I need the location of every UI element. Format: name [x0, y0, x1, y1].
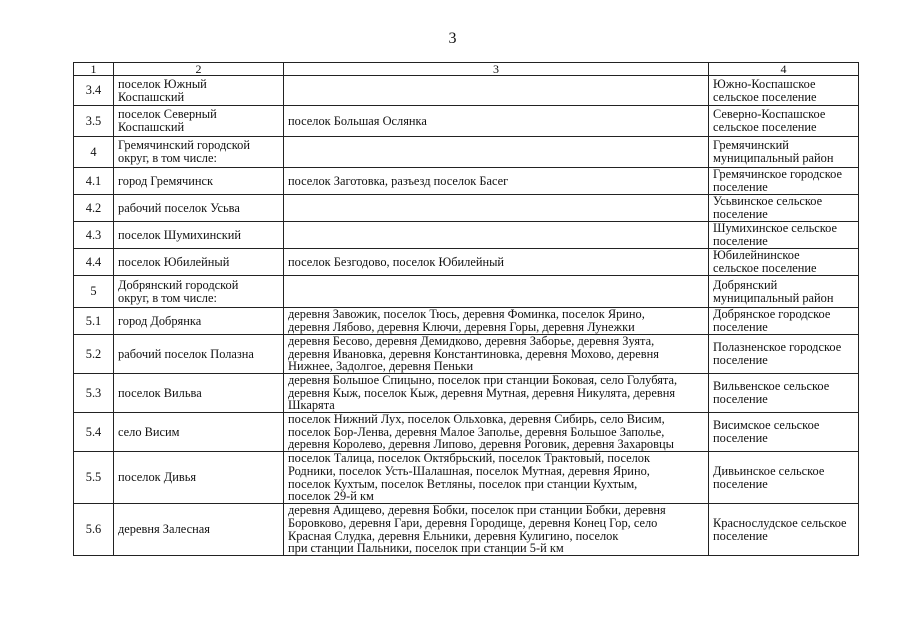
row-number: 5.4: [74, 413, 114, 452]
row-number: 4.4: [74, 249, 114, 276]
table-row: [74, 374, 859, 413]
row-number: 5.6: [74, 504, 114, 556]
row-number: 4.3: [74, 222, 114, 249]
row-settlements: деревня Адищево, деревня Бобки, поселок при станции Бобки, деревня Боровково, деревня Гари, деревня Городище, деревня Конец Гор, село Красная Слудка, деревня Ельники, деревня Кулигино, поселок при станции Пальники, поселок при станции 5-й км: [284, 504, 709, 556]
table-row: [74, 249, 859, 276]
row-number: 5.3: [74, 374, 114, 413]
row-name: поселок Юбилейный: [114, 249, 284, 276]
row-settlements: деревня Завожик, поселок Тюсь, деревня Фоминка, поселок Ярино, деревня Лябово, деревня Ключи, деревня Горы, деревня Лунежки: [284, 308, 709, 335]
row-municipality: Вильвенское сельское поселение: [709, 374, 859, 413]
settlements-table: [73, 62, 859, 556]
row-name: деревня Залесная: [114, 504, 284, 556]
column-header-4: 4: [709, 63, 859, 76]
row-municipality: Усьвинское сельское поселение: [709, 195, 859, 222]
row-settlements: [284, 222, 709, 249]
row-municipality: Гремячинское городское поселение: [709, 168, 859, 195]
table-body: [74, 63, 859, 556]
row-settlements: поселок Большая Ослянка: [284, 106, 709, 137]
row-number: 3.4: [74, 76, 114, 106]
row-municipality: Юбилейнинское сельское поселение: [709, 249, 859, 276]
row-number: 5: [74, 276, 114, 308]
row-number: 5.1: [74, 308, 114, 335]
row-settlements: поселок Нижний Лух, поселок Ольховка, деревня Сибирь, село Висим, поселок Бор-Ленва, деревня Малое Заполье, деревня Большое Заполье, деревня Королево, деревня Липово, деревня Роговик, деревня Захаровцы: [284, 413, 709, 452]
table-row: [74, 222, 859, 249]
table-row: [74, 195, 859, 222]
row-name: село Висим: [114, 413, 284, 452]
page-number: 3: [448, 30, 457, 47]
row-municipality: Висимское сельское поселение: [709, 413, 859, 452]
row-settlements: [284, 276, 709, 308]
row-settlements: деревня Большое Спицыно, поселок при станции Боковая, село Голубята, деревня Кыж, поселок Кыж, деревня Мутная, деревня Никулята, деревня Шкарята: [284, 374, 709, 413]
column-header-2: 2: [114, 63, 284, 76]
table-row: [74, 106, 859, 137]
row-name: рабочий поселок Усьва: [114, 195, 284, 222]
table-row: [74, 137, 859, 168]
row-number: 4.2: [74, 195, 114, 222]
table-row: [74, 413, 859, 452]
row-number: 5.5: [74, 452, 114, 504]
row-municipality: Гремячинский муниципальный район: [709, 137, 859, 168]
table-row: [74, 452, 859, 504]
column-header-3: 3: [284, 63, 709, 76]
row-name: поселок Северный Коспашский: [114, 106, 284, 137]
row-municipality: Северно-Коспашское сельское поселение: [709, 106, 859, 137]
row-name: Гремячинский городской округ, в том числе:: [114, 137, 284, 168]
row-name: Добрянский городской округ, в том числе:: [114, 276, 284, 308]
table-header-row: [74, 63, 859, 76]
row-name: город Добрянка: [114, 308, 284, 335]
row-municipality: Добрянский муниципальный район: [709, 276, 859, 308]
table-row: [74, 168, 859, 195]
row-name: город Гремячинск: [114, 168, 284, 195]
table-row: [74, 76, 859, 106]
row-settlements: [284, 195, 709, 222]
row-municipality: Дивьинское сельское поселение: [709, 452, 859, 504]
column-header-1: 1: [74, 63, 114, 76]
row-municipality: Южно-Коспашское сельское поселение: [709, 76, 859, 106]
row-number: 3.5: [74, 106, 114, 137]
row-name: поселок Вильва: [114, 374, 284, 413]
row-settlements: деревня Бесово, деревня Демидково, деревня Заборье, деревня Зуята, деревня Ивановка, деревня Константиновка, деревня Мохово, деревня Нижнее, Задолгое, деревня Пеньки: [284, 335, 709, 374]
row-municipality: Полазненское городское поселение: [709, 335, 859, 374]
row-number: 5.2: [74, 335, 114, 374]
table-row: [74, 276, 859, 308]
row-municipality: Краснослудское сельское поселение: [709, 504, 859, 556]
row-settlements: поселок Заготовка, разъезд поселок Басег: [284, 168, 709, 195]
row-number: 4.1: [74, 168, 114, 195]
row-name: поселок Южный Коспашский: [114, 76, 284, 106]
row-municipality: Добрянское городское поселение: [709, 308, 859, 335]
table-row: [74, 504, 859, 556]
row-name: поселок Дивья: [114, 452, 284, 504]
row-settlements: [284, 137, 709, 168]
row-settlements: поселок Талица, поселок Октябрьский, поселок Трактовый, поселок Родники, поселок Усть-Шалашная, поселок Мутная, деревня Ярино, поселок Кухтым, поселок Ветляны, поселок при станции Кухтым, поселок 29-й км: [284, 452, 709, 504]
row-settlements: [284, 76, 709, 106]
table-row: [74, 335, 859, 374]
row-name: рабочий поселок Полазна: [114, 335, 284, 374]
table-row: [74, 308, 859, 335]
row-name: поселок Шумихинский: [114, 222, 284, 249]
row-settlements: поселок Безгодово, поселок Юбилейный: [284, 249, 709, 276]
row-number: 4: [74, 137, 114, 168]
row-municipality: Шумихинское сельское поселение: [709, 222, 859, 249]
